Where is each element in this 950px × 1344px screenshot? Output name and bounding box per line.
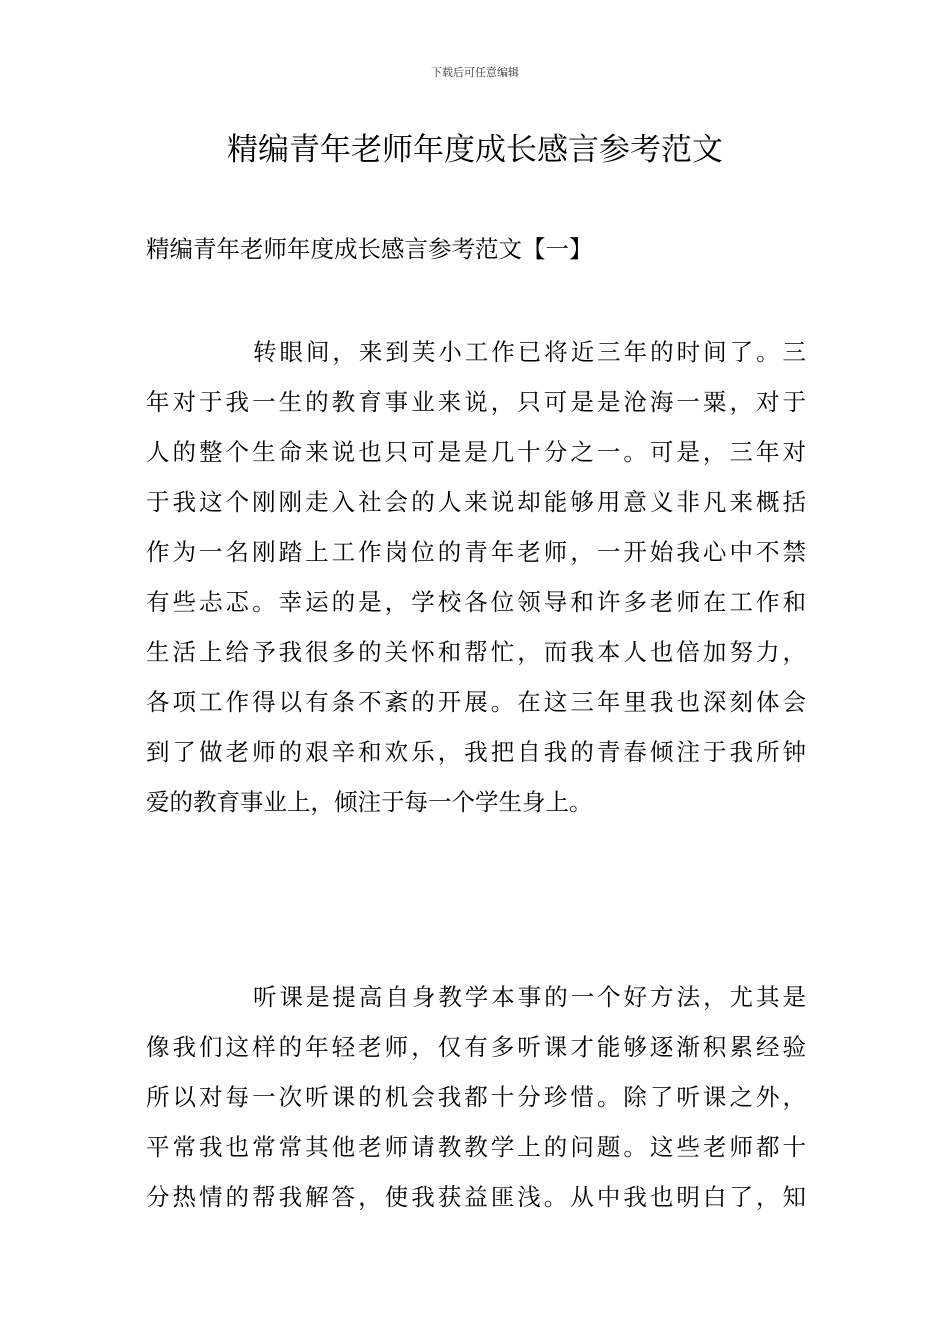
paragraph-1 — [146, 327, 806, 827]
paragraph-line: 于我这个刚刚走入社会的人来说却能够用意义非凡来概括 — [146, 488, 806, 516]
paragraph-line: 爱的教育事业上，倾注于每一个学生身上。 — [146, 788, 593, 816]
paragraph-line: 生活上给予我很多的关怀和帮忙，而我本人也倍加努力， — [146, 638, 806, 666]
paragraph-line: 听课是提高自身教学本事的一个好方法，尤其是 — [253, 983, 806, 1011]
paragraph-line: 有些忐忑。幸运的是，学校各位领导和许多老师在工作和 — [146, 588, 806, 616]
section-heading: 精编青年老师年度成长感言参考范文【一】 — [146, 235, 593, 263]
paragraph-line: 到了做老师的艰辛和欢乐，我把自我的青春倾注于我所钟 — [146, 738, 806, 766]
paragraph-line: 分热情的帮我解答，使我获益匪浅。从中我也明白了，知 — [146, 1183, 806, 1211]
paragraph-line: 像我们这样的年轻老师，仅有多听课才能够逐渐积累经验 — [146, 1033, 806, 1061]
paragraph-line: 平常我也常常其他老师请教教学上的问题。这些老师都十 — [146, 1133, 806, 1161]
paragraph-line: 人的整个生命来说也只可是是几十分之一。可是，三年对 — [146, 438, 806, 466]
paragraph-2 — [146, 972, 806, 1222]
paragraph-line: 所以对每一次听课的机会我都十分珍惜。除了听课之外， — [146, 1083, 806, 1111]
paragraph-line: 转眼间，来到芙小工作已将近三年的时间了。三 — [253, 338, 806, 366]
document-title: 精编青年老师年度成长感言参考范文 — [227, 132, 723, 168]
paragraph-line: 作为一名刚踏上工作岗位的青年老师，一开始我心中不禁 — [146, 538, 806, 566]
header-note: 下载后可任意编辑 — [431, 66, 519, 79]
paragraph-line: 年对于我一生的教育事业来说，只可是是沧海一粟，对于 — [146, 388, 806, 416]
paragraph-line: 各项工作得以有条不紊的开展。在这三年里我也深刻体会 — [146, 688, 806, 716]
